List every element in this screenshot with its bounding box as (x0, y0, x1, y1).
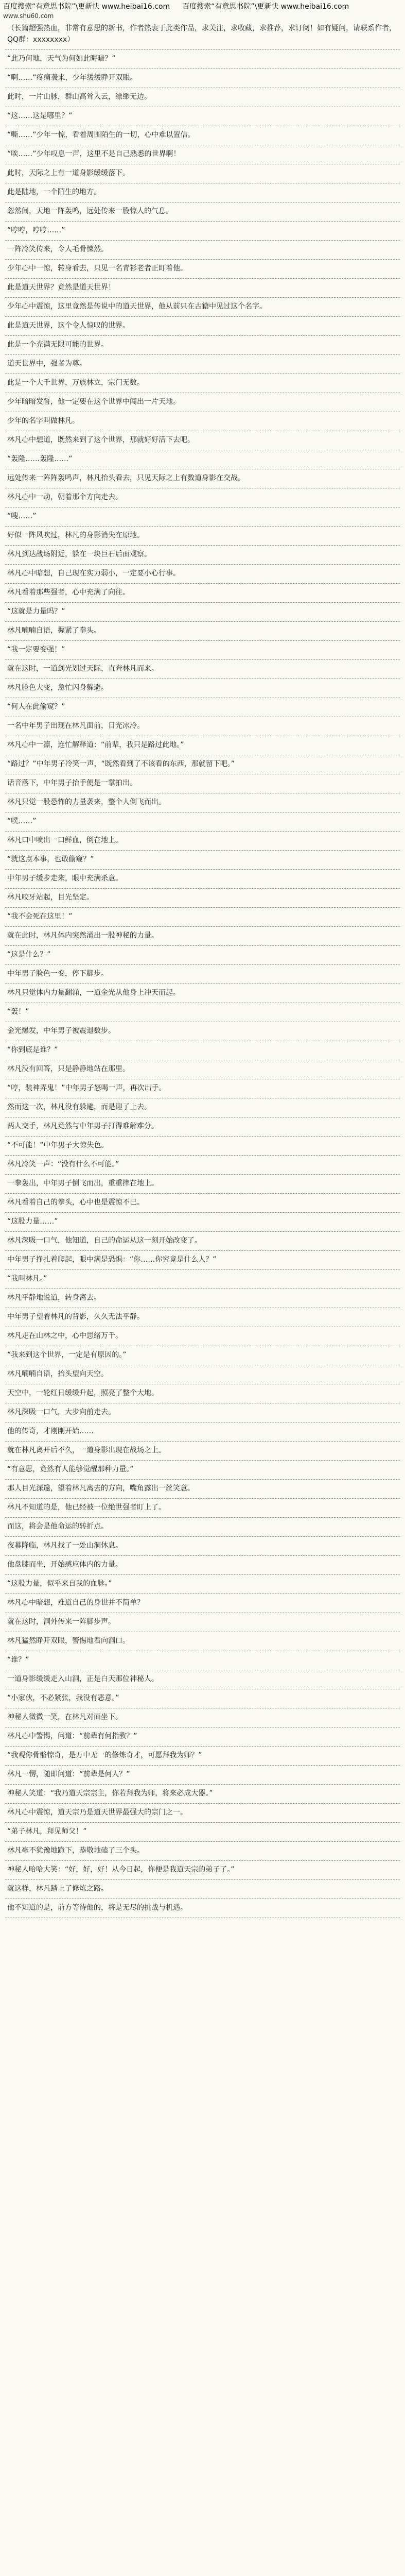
paragraph: 夜幕降临，林凡找了一处山洞休息。 (5, 1537, 400, 1556)
paragraph: “嗖……” (5, 507, 400, 527)
paragraph: 林凡冷笑一声：“没有什么不可能。” (5, 1156, 400, 1175)
paragraph: 远处传来一阵阵轰鸣声，林凡抬头看去，只见天际之上有数道身影在交战。 (5, 469, 400, 488)
paragraph: 林凡心中暗想，自己现在实力弱小，一定要小心行事。 (5, 565, 400, 584)
paragraph: 此是道天世界？竟然是道天世界！ (5, 279, 400, 298)
paragraph: 林凡看着那些强者，心中充满了向往。 (5, 584, 400, 603)
paragraph: “噗……” (5, 812, 400, 832)
paragraph: 一拳轰出，中年男子倒飞而出，重重摔在地上。 (5, 1175, 400, 1194)
paragraph: 林凡毫不犹豫地跪下，恭敬地磕了三个头。 (5, 1842, 400, 1861)
paragraph: “我来到这个世界，一定是有原因的。” (5, 1346, 400, 1365)
header-promo-2[interactable]: 百度搜索“有意思书院”\更新快 www.heibai16.com (182, 3, 349, 11)
paragraph: 林凡不知道的是，他已经被一位绝世强者盯上了。 (5, 1499, 400, 1518)
header-bar (0, 0, 405, 12)
paragraph: “不可能！”中年男子大惊失色。 (5, 1137, 400, 1156)
paragraph: “啊……”疼痛袭来，少年缓缓睁开双眼。 (5, 69, 400, 88)
paragraph: 林凡只觉一股恐怖的力量袭来，整个人倒飞而出。 (5, 793, 400, 812)
paragraph: “我观你骨骼惊奇，是万中无一的修炼奇才，可愿拜我为师？” (5, 1747, 400, 1766)
paragraph: “谁？” (5, 1651, 400, 1670)
paragraph: 此是一个大千世界，万族林立，宗门无数。 (5, 374, 400, 393)
paragraph: 道天世界中，强者为尊。 (5, 355, 400, 374)
paragraph: 少年心中震惊，这里竟然是传说中的道天世界，他从前只在古籍中见过这个名字。 (5, 298, 400, 317)
site-url[interactable]: www.shu60.com (3, 12, 54, 20)
paragraph: 此是一个充满无限可能的世界。 (5, 336, 400, 355)
paragraph: 一阵冷笑传来，令人毛骨悚然。 (5, 241, 400, 260)
paragraph: 少年的名字叫做林凡。 (5, 412, 400, 431)
paragraph: 就在这时，洞外传来一阵脚步声。 (5, 1613, 400, 1632)
paragraph: 林凡猛然睁开双眼，警惕地看向洞口。 (5, 1632, 400, 1651)
paragraph: 中年男子脸色一变，停下脚步。 (5, 965, 400, 984)
paragraph: 林凡只觉体内力量翻涌，一道金光从他身上冲天而起。 (5, 984, 400, 1003)
paragraph: 此时，一片山脉，群山高耸入云，缥缈无边。 (5, 88, 400, 107)
paragraph: 那人目光深邃，望着林凡离去的方向，嘴角露出一丝笑意。 (5, 1480, 400, 1499)
paragraph: 林凡到达战场附近，躲在一块巨石后面观察。 (5, 546, 400, 565)
paragraph: 林凡心中一凛，连忙解释道：“前辈，我只是路过此地。” (5, 736, 400, 755)
paragraph: 神秘人哈哈大笑：“好，好，好！从今日起，你便是我道天宗的弟子了。” (5, 1861, 400, 1880)
paragraph: （长篇超强热血，非常有意思的新书，作者热衷于此类作品，求关注，求收藏，求推荐，求订阅！如有疑问，请联系作者，QQ群：xxxxxxxx） (5, 20, 400, 50)
paragraph: 就在这时，一道剑光划过天际，直奔林凡而来。 (5, 660, 400, 679)
paragraph: 中年男子缓步走来，眼中充满杀意。 (5, 870, 400, 889)
paragraph: “我不会死在这里！” (5, 908, 400, 927)
paragraph: 林凡心中一动，朝着那个方向走去。 (5, 488, 400, 507)
paragraph: 中年男子挣扎着爬起，眼中满是恐惧：“你……你究竟是什么人？” (5, 1251, 400, 1270)
paragraph: “路过？”中年男子冷笑一声，“既然看到了不该看的东西，那就留下吧。” (5, 755, 400, 774)
paragraph: 少年暗暗发誓，他一定要在这个世界中闯出一片天地。 (5, 393, 400, 412)
paragraph: “此乃何地，天气为何如此晦暗？” (5, 50, 400, 69)
paragraph: “这股力量，似乎来自我的血脉。” (5, 1575, 400, 1594)
paragraph: “何人在此偷窥？” (5, 698, 400, 717)
paragraph: 此时，天际之上有一道身影缓缓落下。 (5, 164, 400, 183)
paragraph: 他不知道的是，前方等待他的，将是无尽的挑战与机遇。 (5, 1899, 400, 1918)
paragraph: 此是道天世界，这个令人惊叹的世界。 (5, 317, 400, 336)
paragraph: “哼哼，哼哼……” (5, 222, 400, 241)
paragraph: 林凡没有回答，只是静静地站在那里。 (5, 1060, 400, 1079)
paragraph: 一名中年男子出现在林凡面前，目光冰冷。 (5, 717, 400, 736)
paragraph: “弟子林凡，拜见师父！” (5, 1823, 400, 1842)
paragraph: “这就是力量吗？” (5, 603, 400, 622)
paragraph: “我叫林凡。” (5, 1270, 400, 1289)
paragraph: 好似一阵风吹过，林凡的身影消失在原地。 (5, 527, 400, 546)
paragraph: “哼，装神弄鬼！”中年男子怒喝一声，再次出手。 (5, 1079, 400, 1098)
paragraph: 林凡心中暗想，难道自己的身世并不简单？ (5, 1594, 400, 1613)
paragraph: “这是什么？” (5, 946, 400, 965)
paragraph: 中年男子望着林凡的背影，久久无法平静。 (5, 1308, 400, 1327)
paragraph: 林凡心中警惕，问道：“前辈有何指教？” (5, 1727, 400, 1747)
paragraph: “唉……”少年叹息一声，这里不是自己熟悉的世界啊！ (5, 145, 400, 164)
paragraph: 而这，将会是他命运的转折点。 (5, 1518, 400, 1537)
paragraph: “小家伙，不必紧张，我没有恶意。” (5, 1689, 400, 1708)
paragraph: 然而这一次，林凡没有躲避，而是迎了上去。 (5, 1098, 400, 1117)
paragraph: 天空中，一轮红日缓缓升起，照亮了整个大地。 (5, 1384, 400, 1403)
paragraph: 林凡心中想道，既然来到了这个世界，那就好好活下去吧。 (5, 431, 400, 450)
paragraph: 少年心中一惊，转身看去，只见一名青衫老者正盯着他。 (5, 260, 400, 279)
paragraph: 林凡平静地说道，转身离去。 (5, 1289, 400, 1308)
paragraph: “有意思，竟然有人能够觉醒那种力量。” (5, 1461, 400, 1480)
paragraph: “轰！” (5, 1003, 400, 1022)
paragraph: 林凡深吸一口气，他知道，自己的命运从这一刻开始改变了。 (5, 1232, 400, 1251)
paragraph: 林凡深吸一口气，大步向前走去。 (5, 1403, 400, 1422)
paragraph: “你到底是谁？” (5, 1041, 400, 1060)
paragraph: 神秘人微微一笑，在林凡对面坐下。 (5, 1708, 400, 1727)
paragraph: “这股力量……” (5, 1213, 400, 1232)
paragraph: “轰隆……轰隆……” (5, 450, 400, 469)
paragraph: 就在此时，林凡体内突然涌出一股神秘的力量。 (5, 927, 400, 946)
paragraph: 就这样，林凡踏上了修炼之路。 (5, 1880, 400, 1899)
paragraph: 林凡咬牙站起，目光坚定。 (5, 889, 400, 908)
paragraph: “我一定要变强！” (5, 641, 400, 660)
header-promo-1[interactable]: 百度搜索“有意思书院”\更新快 www.heibai16.com (3, 3, 170, 11)
paragraph: 两人交手，林凡竟然与中年男子打得难解难分。 (5, 1117, 400, 1137)
paragraph: 林凡喃喃自语，握紧了拳头。 (5, 622, 400, 641)
paragraph: 他盘膝而坐，开始感应体内的力量。 (5, 1556, 400, 1575)
paragraph: “这……这是哪里？” (5, 107, 400, 126)
paragraph: 一道身影缓缓走入山洞，正是白天那位神秘人。 (5, 1670, 400, 1689)
paragraph: 林凡看着自己的拳头，心中也是震惊不已。 (5, 1194, 400, 1213)
paragraph: 林凡喃喃自语，抬头望向天空。 (5, 1365, 400, 1384)
paragraph: 林凡脸色大变，急忙闪身躲避。 (5, 679, 400, 698)
chapter-content (5, 20, 400, 2576)
paragraph: 金光爆发，中年男子被震退数步。 (5, 1022, 400, 1041)
paragraph: “嘶……”少年一惊，看着周围陌生的一切，心中难以置信。 (5, 126, 400, 145)
paragraph: 此是陆地，一个陌生的地方。 (5, 183, 400, 202)
paragraph: 神秘人笑道：“我乃道天宗宗主，你若拜我为师，将来必成大器。” (5, 1785, 400, 1804)
paragraph: 林凡口中喷出一口鲜血，倒在地上。 (5, 832, 400, 851)
paragraph: 话音落下，中年男子抬手便是一掌拍出。 (5, 774, 400, 793)
paragraph: 忽然间，天地一阵轰鸣，远处传来一股惊人的气息。 (5, 202, 400, 222)
paragraph: 就在林凡离开后不久，一道身影出现在战场之上。 (5, 1442, 400, 1461)
paragraph: 林凡心中震惊，道天宗乃是道天世界最强大的宗门之一。 (5, 1804, 400, 1823)
paragraph: 林凡走在山林之中，心中思绪万千。 (5, 1327, 400, 1346)
paragraph: 他的传奇，才刚刚开始…… (5, 1422, 400, 1442)
paragraph: “就这点本事，也敢偷窥？” (5, 851, 400, 870)
paragraph: 林凡一愣，随即问道：“前辈是何人？” (5, 1766, 400, 1785)
